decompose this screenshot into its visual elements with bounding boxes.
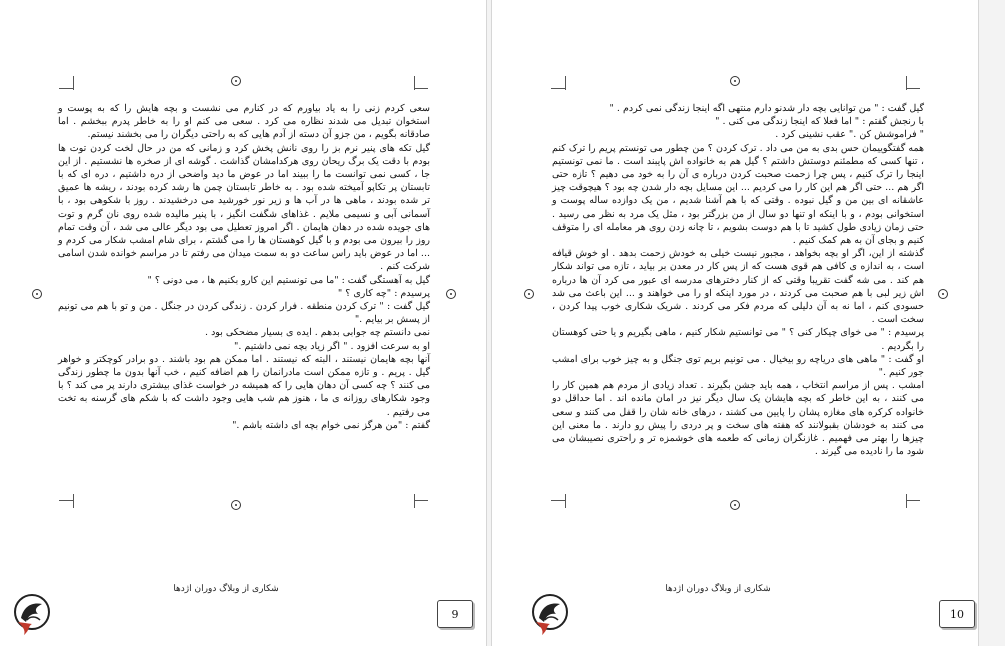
crop-mark xyxy=(414,76,415,90)
crop-mark xyxy=(565,494,566,508)
crop-mark xyxy=(73,494,74,508)
crop-mark xyxy=(414,88,428,89)
paragraph: گفتم : "من هرگز نمی خوام بچه ای داشته باشم ." xyxy=(232,419,430,431)
paragraph: گیل تکه های پنیر نرم بز را روی نانش پخش کرد و زمانی که من در حال لخت کردن توت ها بودم با دقت یک برگ ریحان روی هرکدامشان گذاشت . گوشه ای از صخره ها نشستیم . از این جا ، کسی نمی توانست ما را ببیند اما در عوض ما دید واضحی از دره داشتیم ، دره ای که با تابستان پر تکاپو آمیخته شده بود . به خاطر تابستان چمن ها رشد کرده بودند ، ریشه ها عمیق تر شده بودند ، ماهی ها در آب ها و زیر نور خورشید می درخشیدند . روز با شکوهی بود ، با آسمانی آبی و نسیمی ملایم . غذاهای شگفت انگیز ، با پنیر مالیده شده روی نان گرم و توت های جویده شده در دهان هایمان . اگر امروز تعطیل می بود دیگر عالی می شد ، آن وقت تمام روز را بیرون می بودم و با گیل کوهستان ها را می گشتم ، برای شام امشب شکار می کردم و ... اما در عوض باید راس ساعت دو به سمت میدان می رفتم تا در مراسم خوانده شدن اسامی شرکت کنم . xyxy=(58,142,430,273)
dragon-emblem-icon xyxy=(530,592,570,636)
registration-mark-icon xyxy=(446,289,456,299)
crop-mark xyxy=(906,494,907,508)
paragraph: امشب . پس از مراسم انتخاب ، همه باید جشن بگیرند . تعداد زیادی از مردم هم همین کار را می کنند ، به این خاطر که بچه هایشان یک سال دیگر نیز در امان مانده اند . اما حداقل دو خانواده کرکره های مغازه پشان را پایین می کشند ، درهای خانه شان را قفل می کنند و سعی می کنند به خودشان بقبولانند که هفته های سخت و پر دردی را پیش رو دارند . ما معنی این چیزها را بهتر می فهمیم . غازنگران زمانی که طعمه های خوشمزه تر و راحتری نصیبشان می شود ما را نادیده می گیرند . xyxy=(552,380,924,458)
paragraph: " فراموشش کن ." عقب نشینی کرد . xyxy=(775,129,924,141)
crop-mark xyxy=(73,76,74,90)
running-footer-title: شکاری از وبلاگ دوران اژدها xyxy=(173,584,279,594)
registration-mark-icon xyxy=(730,76,740,86)
crop-mark xyxy=(59,88,73,89)
paragraph: او گفت : " ماهی های دریاچه رو بیخیال . می تونیم بریم توی جنگل و به چیز خوب برای امشب جور کنیم ." xyxy=(552,353,924,379)
paragraph: گیل گفت : " من توانایی بچه دار شدنو دارم منتهی اگه اینجا زندگی نمی کردم . " xyxy=(609,103,924,114)
page-number: 9 xyxy=(437,600,473,628)
paragraph: با رنجش گفتم : " اما فعلا که اینجا زندگی می کنی . " xyxy=(715,116,924,128)
body-text xyxy=(58,102,430,432)
crop-mark xyxy=(906,500,920,501)
crop-mark xyxy=(59,500,73,501)
registration-mark-icon xyxy=(524,289,534,299)
registration-mark-icon xyxy=(231,76,241,86)
registration-mark-icon xyxy=(32,289,42,299)
paragraph: آنها بچه هایمان نیستند ، البته که نیستند . اما ممکن هم بود باشند . دو برادر کوچکتر و خواهر گیل . پریم . و تازه ممکن است مادرانمان را هم اضافه کنیم ، خب آنها بدون ما چطور زندگی می کنند ؟ چه کسی آن دهان هایی را که همیشه در خواست غذای بیشتری دارند پر می کند ؟ با وجود شکارهای روزانه ی ما ، هنوز هم شب هایی وجود داشت که با شکم های گرسنه به تخت می رفتیم . xyxy=(58,353,430,418)
paragraph: او به سرعت افزود . " اگر زیاد بچه نمی داشتیم ." xyxy=(234,340,430,352)
crop-mark xyxy=(906,76,907,90)
book-page-left xyxy=(0,0,486,646)
crop-mark xyxy=(906,88,920,89)
paragraph: همه گفتگوییمان حس بدی به من می داد . ترک کردن ؟ من چطور می تونستم پریم را ترک کنم ، تنها کسی که مطمئنم دوستش داشتم ؟ گیل هم به خانواده اش پایبند است . ما نمی تونستیم اینجا را ترک کنیم ، پس چرا زحمت صحبت کردن درباره ی آن را به خود می دهیم ؟ تازه حتی اگر هم ... حتی اگر هم این کار را می کردیم ... این مسایل بچه دار شدن چه بود ؟ هیچوقت چیز عاشقانه ای بین من و گیل نبوده . وقتی که با هم آشنا شدیم ، من یک دوازده ساله پوست و استخوانی بودم ، و با اینکه او تنها دو سال از من بزرگتر بود ، مثل یک مرد به نظر می رسید . حتی زمان زیادی طول کشید تا با هم دوست بشویم ، تا چانه زدن روی هر معامله ای را متوقف کنیم و بجای آن به هم کمک کنیم . xyxy=(552,142,924,247)
registration-mark-icon xyxy=(730,500,740,510)
paragraph: نمی دانستم چه جوابی بدهم . ایده ی بسیار مضحکی بود . xyxy=(205,327,430,339)
crop-mark xyxy=(414,500,428,501)
crop-mark xyxy=(565,76,566,90)
paragraph: پرسیدم : " می خوای چیکار کنی ؟ " می توانستیم شکار کنیم ، ماهی بگیریم و یا حتی کوهستان را بگردیم . xyxy=(552,327,924,352)
paragraph: پرسیدم : "چه کاری ؟ " xyxy=(337,287,430,299)
paragraph: گذشته از این، اگر او بچه بخواهد ، مجبور نیست خیلی به خودش زحمت بدهد . او خوش قیافه است ، به اندازه ی کافی هم قوی هست که از پس کار در معدن بر بیاید ، تازه می تواند شکار هم کند . می شه گفت تقریبا وقتی که از کنار دخترهای مدرسه ای عبور می کرد آن ها درباره اش زیر لبی با هم صحبت می کردند ، در مورد اینکه او را می خواهند و ... این باعث می شد حسودی کنم ، اما نه به آن دلیلی که مردم فکر می کردند . شریک شکاری خوب پیدا کردن ، سخت است . xyxy=(552,248,924,326)
paragraph: سعی کردم زنی را به یاد بیاورم که در کنارم می نشست و بچه هایش را که به پوست و استخوان تبدیل می شدند نظاره می کرد . سعی می کنم او را به خاطر پدرم ببخشم . اما صادقانه بگویم ، من جزو آن دسته از آدم هایی که به راحتی دیگران را می بخشند نیستم. xyxy=(58,103,430,141)
page-number: 10 xyxy=(939,600,975,628)
paragraph: گیل گفت : " ترک کردن منطقه . فرار کردن . زندگی کردن در جنگل . من و تو با هم می تونیم از پسش بر بیایم ." xyxy=(58,301,430,326)
crop-mark xyxy=(551,88,565,89)
crop-mark xyxy=(414,494,415,508)
registration-mark-icon xyxy=(231,500,241,510)
dragon-emblem-icon xyxy=(12,592,52,636)
registration-mark-icon xyxy=(938,289,948,299)
crop-mark xyxy=(551,500,565,501)
running-footer-title: شکاری از وبلاگ دوران اژدها xyxy=(665,584,771,594)
body-text xyxy=(552,102,924,458)
book-page-right xyxy=(492,0,978,646)
paragraph: گیل به آهستگی گفت : "ما می تونستیم این کارو بکنیم ها ، می دونی ؟ " xyxy=(147,274,430,286)
